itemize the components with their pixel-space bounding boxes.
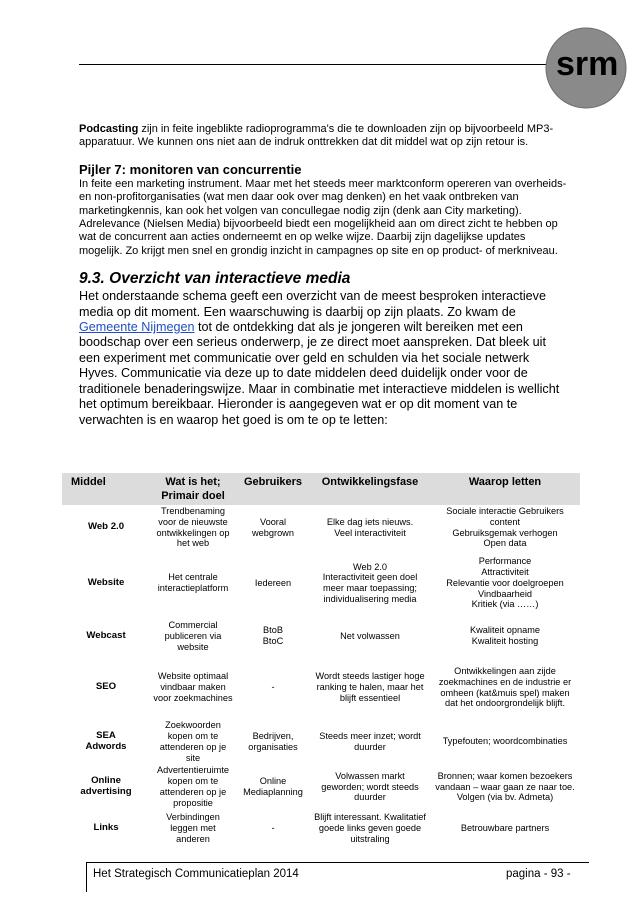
podcasting-term: Podcasting <box>79 123 139 135</box>
section93-heading: 9.3. Overzicht van interactieve media <box>79 270 351 288</box>
medium-name-cell: Web 2.0 <box>87 521 125 533</box>
section93-text-before: Het onderstaande schema geeft een overzicht van de meest besproken interactieve media op dit moment. Een waarschuwing is daarbij op zijn plaats. Zo kwam de <box>79 289 546 319</box>
pijler7-heading: Pijler 7: monitoren van concurrentie <box>79 161 302 177</box>
table-cell: Web 2.0 Interactiviteit geen doel meer maar toepassing; individualisering media <box>322 561 418 604</box>
header-cell <box>150 473 236 505</box>
header-rule <box>79 64 549 65</box>
table-cell: Wordt steeds lastiger hoge ranking te halen, maar het blijft essentieel <box>315 671 425 704</box>
header-line: Wat is het; <box>165 476 221 488</box>
pijler7-paragraph: In feite een marketing instrument. Maar met het steeds meer marktconform opereren van overheids- en non-profitorganisaties (wat men daar ook over mag denken) en het vaak ontbreken van marketingkennis, kan ook het volgen van concullegae nodig zijn (denk aan City marketing). Adrelevance (Nielsen Media) bijvoorbeeld biedt een mogelijkheid aan om direct zicht te hebben op wat de concurrent aan acties onderneemt en op welke wijze. Daarbij zijn dagelijkse updates mogelijk. Zo krijgt men snel en grondig inzicht in campagnes op site en op product- of merkniveau. <box>79 177 567 257</box>
srm-logo <box>534 25 630 111</box>
table-row <box>62 719 580 764</box>
medium-name-cell: Links <box>93 822 119 834</box>
gemeente-nijmegen-link[interactable]: Gemeente Nijmegen <box>79 320 195 335</box>
footer-rule-horizontal <box>86 862 589 863</box>
table-cell: Verbindingen leggen met anderen <box>166 812 220 844</box>
table-cell: Steeds meer inzet; wordt duurder <box>319 730 421 752</box>
table-cell: Betrouwbare partners <box>460 823 550 834</box>
table-row <box>62 656 580 719</box>
table-cell: Advertentieruimte kopen om te attenderen op je propositie <box>156 765 229 808</box>
table-cell: Blijft interessant. Kwalitatief goede links geven goede uitstraling <box>314 812 426 844</box>
table-cell: Trendbenaming voor de nieuwste ontwikkelingen op het web <box>156 506 230 549</box>
table-cell: Zoekwoorden kopen om te attenderen op je site <box>159 720 227 763</box>
table-cell: Commercial publiceren via website <box>164 619 222 652</box>
table-cell: Het centrale interactieplatform <box>157 572 229 594</box>
table-cell: Bronnen; waar komen bezoekers vandaan – waar gaan ze naar toe. Volgen (via bv. Admeta) <box>435 770 575 803</box>
table-cell: Performance Attractiviteit Relevantie voor doelgroepen Vindbaarheid Kritiek (via ……) <box>446 556 564 610</box>
header-cell: Middel <box>62 473 150 505</box>
table-header-row <box>62 473 580 505</box>
table-cell: - <box>271 682 275 693</box>
medium-name-cell: Website <box>87 576 125 588</box>
table-row <box>62 764 580 809</box>
table-cell: Kwaliteit opname Kwaliteit hosting <box>470 625 540 647</box>
header-cell: Ontwikkelingsfase <box>310 473 430 505</box>
header-line: Primair doel <box>161 490 225 502</box>
header-cell: Gebruikers <box>236 473 310 505</box>
table-cell: Bedrijven, organisaties <box>248 730 298 752</box>
table-cell: Typefouten; woordcombinaties <box>442 736 568 747</box>
logo-text: srm <box>556 45 619 83</box>
header-cell: Waarop letten <box>430 473 580 505</box>
interactive-media-table <box>62 473 580 848</box>
footer-title: Het Strategisch Communicatieplan 2014 <box>93 868 299 880</box>
table-cell: Volwassen markt geworden; wordt steeds duurder <box>321 770 419 803</box>
footer-rule-vertical <box>86 862 87 892</box>
table-cell: Net volwassen <box>340 630 400 641</box>
table-cell: Sociale interactie Gebruikers content Gebruiksgemak verhogen Open data <box>446 506 564 549</box>
medium-name-cell: Webcast <box>86 629 126 641</box>
section93-paragraph <box>79 289 569 428</box>
table-cell: Online Mediaplanning <box>243 776 303 797</box>
page-number: pagina - 93 - <box>506 868 571 880</box>
table-row <box>62 810 580 848</box>
table-cell: Elke dag iets nieuws. Veel interactiviteit <box>326 516 414 538</box>
table-cell: - <box>271 823 275 834</box>
section93-text-after: tot de ontdekking dat als je jongeren wilt bereiken met een boodschap over een serieus onderwerp, je ze direct moet aanspreken. Dat bleek uit een experiment met communicatie over geld en schulden via het sociale netwerk Hyves. Communicatie via deze up to date middelen deed duidelijk onder voor de traditionele benaderingswijze. Maar in combinatie met interactieve middelen is wellicht het optimum bereikbaar. Hieronder is aangegeven wat er op dit moment van te verwachten is en waarop het goed is om te op te letten: <box>79 320 560 427</box>
medium-name-cell: SEA Adwords <box>85 729 127 752</box>
table-cell: Ontwikkelingen aan zijde zoekmachines en de industrie er omheen (kat&muis spel) maken dat het ondoorgrondelijk blijft. <box>438 666 572 709</box>
table-row <box>62 505 580 550</box>
table-row <box>62 616 580 656</box>
podcasting-text: zijn in feite ingeblikte radioprogramma's die te downloaden zijn op bijvoorbeeld MP3-apparatuur. We kunnen ons niet aan de indruk onttrekken dat dit middel wat op zijn retour is. <box>79 123 554 149</box>
table-cell: Vooral webgrown <box>252 516 294 538</box>
podcasting-paragraph <box>79 123 569 150</box>
medium-name-cell: SEO <box>95 681 117 693</box>
medium-name-cell: Online advertising <box>80 775 132 797</box>
main-content <box>79 123 569 428</box>
table-cell: Iedereen <box>254 577 292 588</box>
table-row <box>62 550 580 616</box>
table-cell: BtoB BtoC <box>262 625 284 647</box>
table-cell: Website optimaal vindbaar maken voor zoekmachines <box>153 671 233 704</box>
